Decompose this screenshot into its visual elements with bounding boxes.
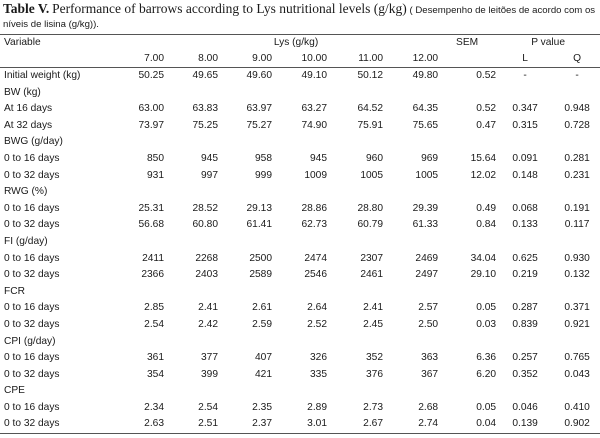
- value-cell: 61.33: [412, 219, 439, 231]
- value-cell: 2461: [360, 269, 383, 281]
- section-label: BW (kg): [4, 86, 41, 98]
- linear-pvalue-cell: 0.148: [512, 169, 538, 181]
- row-label: Initial weight (kg): [4, 70, 81, 81]
- row-label: At 32 days: [4, 119, 53, 131]
- value-cell: 2497: [415, 269, 439, 281]
- value-cell: 2.73: [363, 401, 383, 413]
- value-cell: 75.27: [246, 119, 272, 131]
- lys-level-header: 9.00: [218, 51, 272, 68]
- variable-header: Variable: [0, 35, 114, 52]
- value-cell: 63.97: [246, 103, 272, 115]
- table-row: [0, 317, 600, 334]
- table-title: Performance of barrows according to Lys nutritional levels (g/kg): [52, 1, 407, 16]
- table-row: [0, 101, 600, 118]
- quadratic-pvalue-cell: 0.191: [564, 202, 590, 214]
- quadratic-pvalue-cell: 0.921: [564, 318, 590, 330]
- section-row: [0, 134, 600, 151]
- quadratic-pvalue-cell: 0.902: [554, 416, 600, 433]
- value-cell: 63.27: [301, 103, 327, 115]
- empty-cell: [114, 234, 600, 251]
- value-cell: 399: [201, 368, 218, 380]
- sem-cell: 0.04: [438, 416, 496, 433]
- linear-pvalue-cell: 0.133: [512, 219, 538, 231]
- value-cell: 61.41: [246, 219, 272, 231]
- value-cell: 50.12: [357, 70, 383, 81]
- empty-cell: [114, 284, 600, 301]
- quadratic-pvalue-cell: 0.930: [564, 252, 590, 264]
- linear-pvalue-cell: 0.352: [512, 368, 538, 380]
- value-cell: 3.01: [272, 416, 327, 433]
- value-cell: 75.91: [357, 119, 383, 131]
- linear-pvalue-cell: 0.091: [512, 152, 538, 164]
- value-cell: 1009: [304, 169, 327, 181]
- value-cell: 64.52: [357, 103, 383, 115]
- value-cell: 2403: [195, 269, 218, 281]
- pvalue-header: P value: [496, 35, 600, 52]
- value-cell: 421: [255, 368, 272, 380]
- value-cell: 2.37: [218, 416, 272, 433]
- sem-cell: 15.64: [470, 152, 497, 164]
- value-cell: 999: [255, 169, 272, 181]
- row-label: 0 to 16 days: [4, 252, 60, 264]
- quadratic-pvalue-cell: 0.043: [564, 368, 590, 380]
- sem-cell: 0.49: [476, 202, 497, 214]
- quadratic-pvalue-cell: 0.281: [564, 152, 590, 164]
- value-cell: 2.54: [144, 318, 164, 330]
- quadratic-pvalue-cell: 0.410: [564, 401, 590, 413]
- quadratic-pvalue-cell: 0.231: [564, 169, 590, 181]
- empty-cell: [114, 383, 600, 400]
- value-cell: 2.67: [327, 416, 383, 433]
- table-row: [0, 68, 600, 85]
- value-cell: 2268: [195, 252, 218, 264]
- table-row: [0, 118, 600, 135]
- value-cell: 2366: [141, 269, 164, 281]
- lys-level-header: 12.00: [383, 51, 438, 68]
- quadratic-pvalue-cell: 0.765: [564, 352, 590, 364]
- section-label: FCR: [4, 285, 25, 297]
- value-cell: 2.85: [144, 302, 164, 314]
- sem-cell: 6.36: [476, 352, 497, 364]
- value-cell: 2469: [415, 252, 439, 264]
- linear-pvalue-cell: 0.839: [512, 318, 538, 330]
- value-cell: 28.52: [192, 202, 218, 214]
- value-cell: 2.41: [363, 302, 383, 314]
- linear-pvalue-cell: 0.139: [496, 416, 554, 433]
- value-cell: 63.83: [192, 103, 218, 115]
- value-cell: 2.57: [418, 302, 439, 314]
- value-cell: 326: [310, 352, 327, 364]
- value-cell: 2.52: [307, 318, 327, 330]
- sem-cell: 0.05: [476, 401, 497, 413]
- section-row: [0, 85, 600, 102]
- value-cell: 2411: [142, 252, 164, 264]
- value-cell: 28.80: [357, 202, 383, 214]
- value-cell: 2500: [249, 252, 272, 264]
- lys-level-header: 8.00: [164, 51, 218, 68]
- linear-pvalue-cell: 0.625: [512, 252, 538, 264]
- linear-pvalue-cell: 0.068: [512, 202, 538, 214]
- table-row: [0, 416, 600, 433]
- row-label: 0 to 16 days: [4, 401, 60, 413]
- row-label: 0 to 16 days: [4, 152, 60, 164]
- row-label: 0 to 16 days: [4, 302, 60, 314]
- value-cell: 2.51: [164, 416, 218, 433]
- value-cell: 2.74: [383, 416, 438, 433]
- value-cell: 850: [147, 152, 164, 164]
- table-row: [0, 168, 600, 185]
- table-row: [0, 350, 600, 367]
- value-cell: 997: [201, 169, 218, 181]
- value-cell: 49.10: [301, 70, 327, 81]
- sem-cell: 0.47: [476, 119, 497, 131]
- value-cell: 49.60: [246, 70, 272, 81]
- value-cell: 367: [421, 368, 439, 380]
- value-cell: 363: [421, 352, 439, 364]
- performance-table: [0, 34, 600, 434]
- value-cell: 407: [255, 352, 272, 364]
- value-cell: 29.13: [246, 202, 272, 214]
- section-row: [0, 234, 600, 251]
- lys-level-header: 7.00: [114, 51, 164, 68]
- value-cell: 75.25: [192, 119, 218, 131]
- empty-cell: [114, 334, 600, 351]
- linear-pvalue-cell: 0.046: [512, 401, 538, 413]
- lys-level-header: 10.00: [272, 51, 327, 68]
- table-row: [0, 400, 600, 417]
- value-cell: 2.54: [198, 401, 218, 413]
- table-row: [0, 217, 600, 234]
- sem-cell: 0.03: [476, 318, 497, 330]
- value-cell: 73.97: [138, 119, 164, 131]
- empty-cell: [114, 134, 600, 151]
- value-cell: 1005: [415, 169, 439, 181]
- value-cell: 2307: [360, 252, 383, 264]
- section-row: [0, 184, 600, 201]
- value-cell: 2.50: [418, 318, 439, 330]
- quadratic-pvalue-cell: -: [575, 70, 579, 81]
- row-label: 0 to 32 days: [4, 169, 60, 181]
- value-cell: 960: [366, 152, 383, 164]
- value-cell: 29.39: [412, 202, 439, 214]
- value-cell: 335: [310, 368, 327, 380]
- value-cell: 2.63: [114, 416, 164, 433]
- value-cell: 60.79: [357, 219, 383, 231]
- quadratic-pvalue-cell: 0.728: [564, 119, 590, 131]
- linear-pvalue-cell: 0.287: [512, 302, 538, 314]
- lys-header: Lys (g/kg): [114, 35, 438, 52]
- linear-pvalue-cell: 0.257: [512, 352, 538, 364]
- value-cell: 1005: [360, 169, 383, 181]
- value-cell: 2.45: [363, 318, 383, 330]
- value-cell: 28.86: [301, 202, 327, 214]
- sem-cell: 0.84: [476, 219, 497, 231]
- sem-header: SEM: [438, 35, 496, 52]
- value-cell: 945: [201, 152, 218, 164]
- sem-cell: 0.52: [476, 103, 497, 115]
- table-row: [0, 300, 600, 317]
- quadratic-pvalue-cell: 0.371: [564, 302, 590, 314]
- table-row: [0, 151, 600, 168]
- value-cell: 2.59: [252, 318, 272, 330]
- empty-header-cell: [438, 51, 496, 68]
- value-cell: 64.35: [412, 103, 439, 115]
- value-cell: 25.31: [138, 202, 164, 214]
- row-label: 0 to 32 days: [4, 318, 60, 330]
- value-cell: 2.61: [252, 302, 272, 314]
- value-cell: 74.90: [301, 119, 327, 131]
- row-label: 0 to 16 days: [4, 352, 60, 364]
- value-cell: 354: [147, 368, 164, 380]
- linear-pvalue-cell: -: [523, 70, 527, 81]
- row-label: 0 to 32 days: [4, 269, 60, 281]
- table-label: Table V.: [3, 1, 50, 16]
- sem-cell: 6.20: [476, 368, 497, 380]
- empty-cell: [114, 85, 600, 102]
- value-cell: 2.89: [307, 401, 327, 413]
- value-cell: 2589: [249, 269, 272, 281]
- table-body: [0, 68, 600, 434]
- value-cell: 63.00: [138, 103, 164, 115]
- value-cell: 50.25: [138, 70, 164, 81]
- value-cell: 2.42: [198, 318, 218, 330]
- sem-cell: 29.10: [470, 269, 497, 281]
- lys-level-header: 11.00: [327, 51, 383, 68]
- row-label: 0 to 32 days: [4, 219, 60, 231]
- value-cell: 2.34: [144, 401, 164, 413]
- value-cell: 376: [366, 368, 383, 380]
- empty-cell: [114, 184, 600, 201]
- value-cell: 49.80: [412, 70, 439, 81]
- sem-cell: 34.04: [470, 252, 497, 264]
- quadratic-header: Q: [554, 51, 600, 68]
- header-row-2: [0, 51, 600, 68]
- row-label: 0 to 16 days: [4, 202, 60, 214]
- quadratic-pvalue-cell: 0.948: [564, 103, 590, 115]
- section-label: BWG (g/day): [4, 136, 63, 148]
- value-cell: 60.80: [192, 219, 218, 231]
- linear-header: L: [496, 51, 554, 68]
- value-cell: 945: [310, 152, 327, 164]
- table-row: [0, 267, 600, 284]
- row-label: 0 to 32 days: [0, 416, 114, 433]
- value-cell: 75.65: [412, 119, 439, 131]
- section-label: CPI (g/day): [4, 335, 56, 347]
- sem-cell: 12.02: [470, 169, 497, 181]
- value-cell: 2474: [304, 252, 327, 264]
- value-cell: 2.41: [198, 302, 218, 314]
- value-cell: 931: [147, 169, 164, 181]
- table-row: [0, 251, 600, 268]
- value-cell: 2546: [304, 269, 327, 281]
- section-label: FI (g/day): [4, 235, 48, 247]
- value-cell: 352: [366, 352, 383, 364]
- value-cell: 2.64: [307, 302, 327, 314]
- section-row: [0, 383, 600, 400]
- linear-pvalue-cell: 0.315: [512, 119, 538, 131]
- value-cell: 377: [201, 352, 218, 364]
- sem-cell: 0.52: [476, 70, 497, 81]
- linear-pvalue-cell: 0.347: [512, 103, 538, 115]
- value-cell: 2.68: [418, 401, 439, 413]
- section-label: RWG (%): [4, 186, 48, 198]
- row-label: 0 to 32 days: [4, 368, 60, 380]
- value-cell: 958: [255, 152, 272, 164]
- value-cell: 56.68: [138, 219, 164, 231]
- section-row: [0, 284, 600, 301]
- sem-cell: 0.05: [476, 302, 497, 314]
- quadratic-pvalue-cell: 0.117: [564, 219, 590, 231]
- row-label: At 16 days: [4, 103, 53, 115]
- section-row: [0, 334, 600, 351]
- table-title-translation: ( Desempenho de leitões de acordo com os níveis de lisina (g/kg)).: [3, 5, 596, 30]
- linear-pvalue-cell: 0.219: [512, 269, 538, 281]
- table-row: [0, 367, 600, 384]
- table-row: [0, 201, 600, 218]
- empty-header-cell: [0, 51, 114, 68]
- value-cell: 969: [421, 152, 439, 164]
- quadratic-pvalue-cell: 0.132: [564, 269, 590, 281]
- table-caption: [3, 2, 597, 32]
- value-cell: 361: [147, 352, 164, 364]
- section-label: CPE: [4, 385, 25, 397]
- value-cell: 62.73: [301, 219, 327, 231]
- value-cell: 2.35: [252, 401, 272, 413]
- value-cell: 49.65: [192, 70, 218, 81]
- header-row-1: [0, 35, 600, 52]
